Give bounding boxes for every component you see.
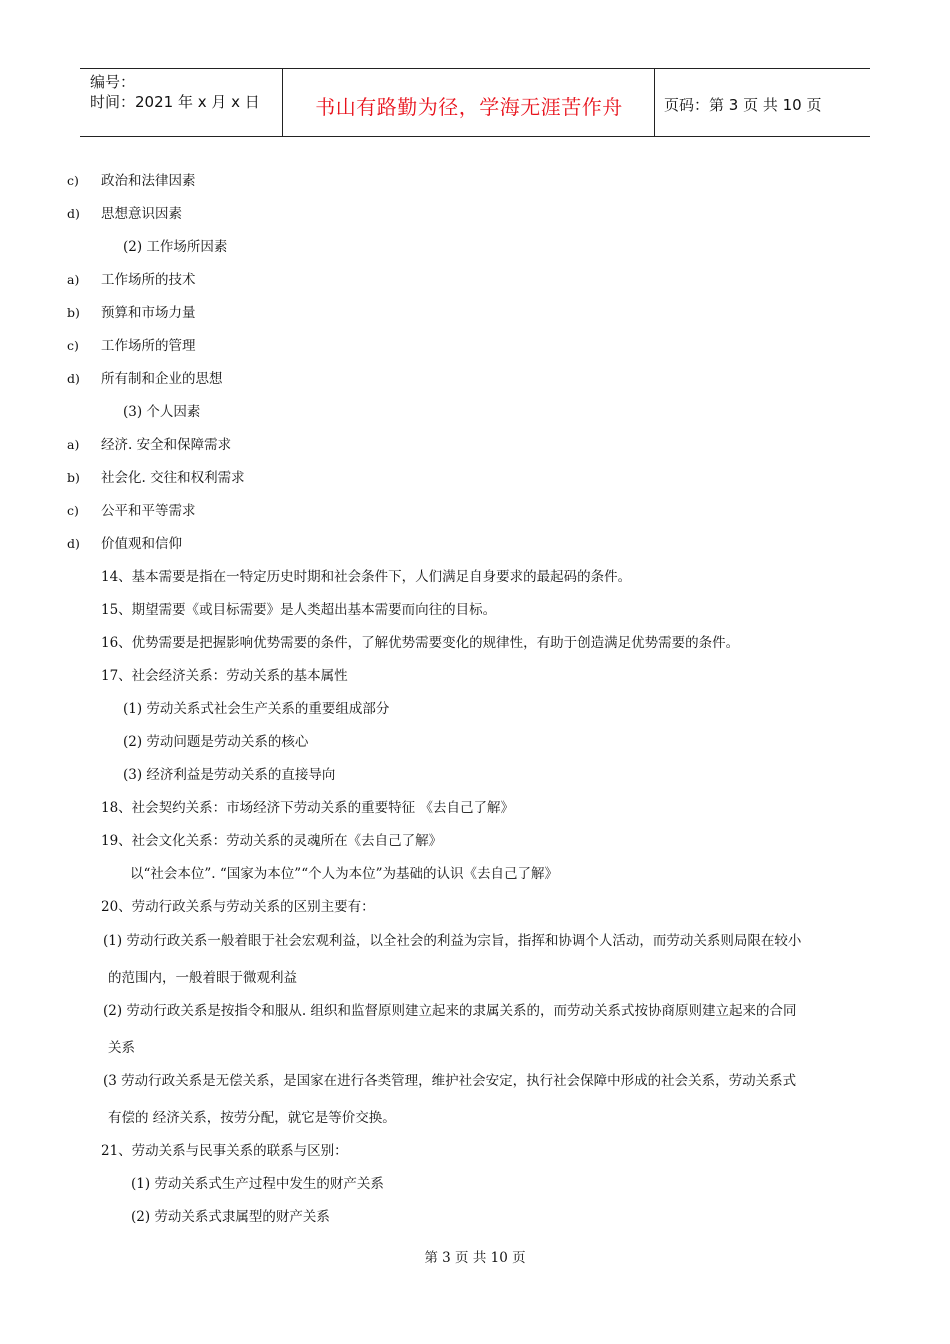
list-marker: a): [67, 272, 80, 287]
header-page-info: 页码：第 3 页 共 10 页: [664, 96, 822, 114]
list-marker: d): [67, 206, 80, 221]
body-line: 16、优势需要是把握影响优势需要的条件，了解优势需要变化的规律性，有助于创造满足优势需要的条件。: [101, 635, 740, 651]
body-line: 关系: [108, 1040, 135, 1056]
body-line: 工作场所的技术: [101, 272, 196, 288]
list-marker: b): [67, 470, 80, 485]
body-line: 政治和法律因素: [101, 173, 196, 189]
serial-label: 编号：: [90, 73, 136, 91]
page-header: [80, 68, 870, 137]
list-marker: c): [67, 173, 79, 188]
list-marker: c): [67, 338, 79, 353]
body-line: 价值观和信仰: [101, 536, 182, 552]
body-line: 思想意识因素: [101, 206, 182, 222]
body-line: 18、社会契约关系：市场经济下劳动关系的重要特征 《去自己了解》: [101, 800, 514, 816]
body-line: (2) 劳动问题是劳动关系的核心: [123, 734, 309, 750]
body-line: (3) 经济利益是劳动关系的直接导向: [123, 767, 336, 783]
body-line: 社会化. 交往和权利需求: [101, 470, 245, 486]
body-line: 21、劳动关系与民事关系的联系与区别：: [101, 1143, 348, 1159]
body-line: 工作场所的管理: [101, 338, 196, 354]
section-heading: (3) 个人因素: [123, 404, 201, 420]
body-line: 20、劳动行政关系与劳动关系的区别主要有：: [101, 899, 375, 915]
list-marker: d): [67, 536, 80, 551]
body-line: 有偿的 经济关系，按劳分配，就它是等价交换。: [108, 1110, 396, 1126]
page-footer: 第 3 页 共 10 页: [424, 1250, 526, 1266]
body-line: 19、社会文化关系：劳动关系的灵魂所在《去自己了解》: [101, 833, 443, 849]
body-line: (1) 劳动关系式生产过程中发生的财产关系: [131, 1176, 384, 1192]
header-motto: 书山有路勤为径，学海无涯苦作舟: [315, 95, 623, 119]
header-divider: [654, 69, 655, 136]
list-marker: b): [67, 305, 80, 320]
header-meta: [90, 72, 260, 112]
body-line: 预算和市场力量: [101, 305, 196, 321]
body-line: (1) 劳动关系式社会生产关系的重要组成部分: [123, 701, 390, 717]
body-line: 经济. 安全和保障需求: [101, 437, 232, 453]
body-line: 14、基本需要是指在一特定历史时期和社会条件下，人们满足自身要求的最起码的条件。: [101, 569, 632, 585]
list-marker: c): [67, 503, 79, 518]
body-line: 以“社会本位”. “国家为本位”“个人为本位”为基础的认识《去自己了解》: [130, 866, 558, 882]
body-line: 15、期望需要《或目标需要》是人类超出基本需要而向往的目标。: [101, 602, 497, 618]
section-heading: (2) 工作场所因素: [123, 239, 228, 255]
body-line: (1) 劳动行政关系一般着眼于社会宏观利益，以全社会的利益为宗旨，指挥和协调个人活动，而劳动关系则局限在较小: [103, 933, 802, 949]
list-marker: d): [67, 371, 80, 386]
body-line: 的范围内，一般着眼于微观利益: [108, 970, 297, 986]
body-line: (3 劳动行政关系是无偿关系，是国家在进行各类管理，维护社会安定，执行社会保障中形成的社会关系，劳动关系式: [103, 1073, 797, 1089]
body-line: 公平和平等需求: [101, 503, 196, 519]
body-line: 17、社会经济关系：劳动关系的基本属性: [101, 668, 348, 684]
list-marker: a): [67, 437, 80, 452]
time-label: 时间：2021 年 x 月 x 日: [90, 93, 260, 111]
body-line: 所有制和企业的思想: [101, 371, 223, 387]
body-line: (2) 劳动关系式隶属型的财产关系: [131, 1209, 330, 1225]
body-line: (2) 劳动行政关系是按指令和服从. 组织和监督原则建立起来的隶属关系的，而劳动关系式按协商原则建立起来的合同: [103, 1003, 797, 1019]
